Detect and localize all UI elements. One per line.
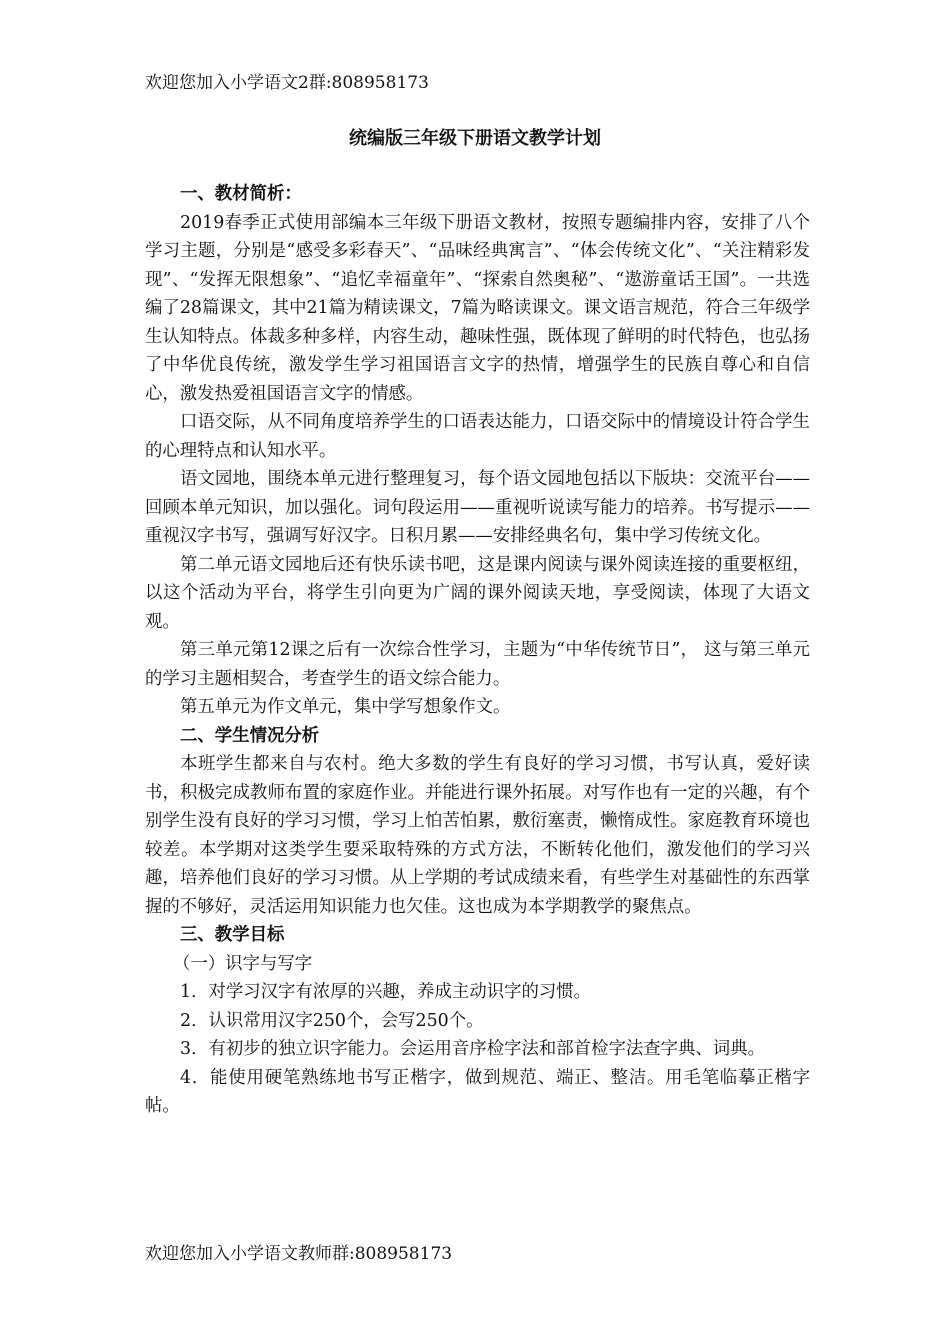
paragraph-student-analysis: 本班学生都来自与农村。绝大多数的学生有良好的学习习惯，书写认真，爱好读书，积极完成教师布置的家庭作业。并能进行课外拓展。对写作也有一定的兴趣，有个别学生没有良好的学习习惯，学习上怕苦怕累，敷衍塞责，懒惰成性。家庭教育环境也较差。本学期对这类学生要采取特殊的方式方法，不断转化他们，激发他们的学习兴趣，培养他们良好的学习习惯。从上学期的考试成绩来看，有些学生对基础性的东西掌握的不够好，灵活运用知识能力也欠佳。这也成为本学期教学的聚焦点。	[145, 754, 810, 917]
goal-item-4: 4．能使用硬笔熟练地书写正楷字，做到规范、端正、整洁。用毛笔临摹正楷字帖。	[145, 1067, 810, 1116]
paragraph-writing-unit: 第五单元为作文单元，集中学写想象作文。	[180, 697, 511, 717]
section-heading-teaching-goals: 三、教学目标	[180, 925, 285, 945]
paragraph-comprehensive-learning: 第三单元第12课之后有一次综合性学习，主题为“中华传统节日”， 这与第三单元的学习主题相契合，考查学生的语文综合能力。	[145, 640, 810, 689]
subheading-literacy-writing: （一）识字与写字	[173, 953, 313, 974]
document-title: 统编版三年级下册语文教学计划	[349, 128, 601, 149]
footer-note: 欢迎您加入小学语文教师群:808958173	[145, 1244, 453, 1264]
document-body	[145, 180, 810, 1121]
section-heading-student-analysis: 二、学生情况分析	[180, 725, 320, 746]
paragraph-happy-reading: 第二单元语文园地后还有快乐读书吧，这是课内阅读与课外阅读连接的重要枢纽，以这个活动为平台，将学生引向更为广阔的课外阅读天地，享受阅读，体现了大语文观。	[145, 554, 810, 632]
goal-item-2: 2．认识常用汉字250个，会写250个。	[180, 1010, 484, 1031]
header-note: 欢迎您加入小学语文2群:808958173	[145, 73, 429, 93]
paragraph-language-garden: 语文园地，围绕本单元进行整理复习，每个语文园地包括以下版块：交流平台——回顾本单元知识，加以强化。词句段运用——重视听说读写能力的培养。书写提示——重视汉字书写，强调写好汉字。日积月累——安排经典名句，集中学习传统文化。	[145, 469, 810, 546]
goal-item-3: 3．有初步的独立识字能力。会运用音序检字法和部首检字法查字典、词典。	[180, 1039, 765, 1059]
goal-item-1: 1．对学习汉字有浓厚的兴趣，养成主动识字的习惯。	[180, 982, 592, 1002]
section-heading-textbook-analysis: 一、教材简析：	[180, 184, 302, 204]
paragraph-oral-communication: 口语交际，从不同角度培养学生的口语表达能力，口语交际中的情境设计符合学生的心理特点和认知水平。	[145, 412, 810, 461]
paragraph-textbook-overview: 2019春季正式使用部编本三年级下册语文教材，按照专题编排内容，安排了八个学习主题，分别是“感受多彩春天”、“品味经典寓言”、“体会传统文化”、“关注精彩发现”、“发挥无限想象”、“追忆幸福童年”、“探索自然奥秘”、“遨游童话王国”。一共选编了28篇课文，其中21篇为精读课文，7篇为略读课文。课文语言规范，符合三年级学生认知特点。体裁多种多样，内容生动，趣味性强，既体现了鲜明的时代特色，也弘扬了中华优良传统，激发学生学习祖国语言文字的热情，增强学生的民族自尊心和自信心，激发热爱祖国语言文字的情感。	[145, 212, 810, 404]
